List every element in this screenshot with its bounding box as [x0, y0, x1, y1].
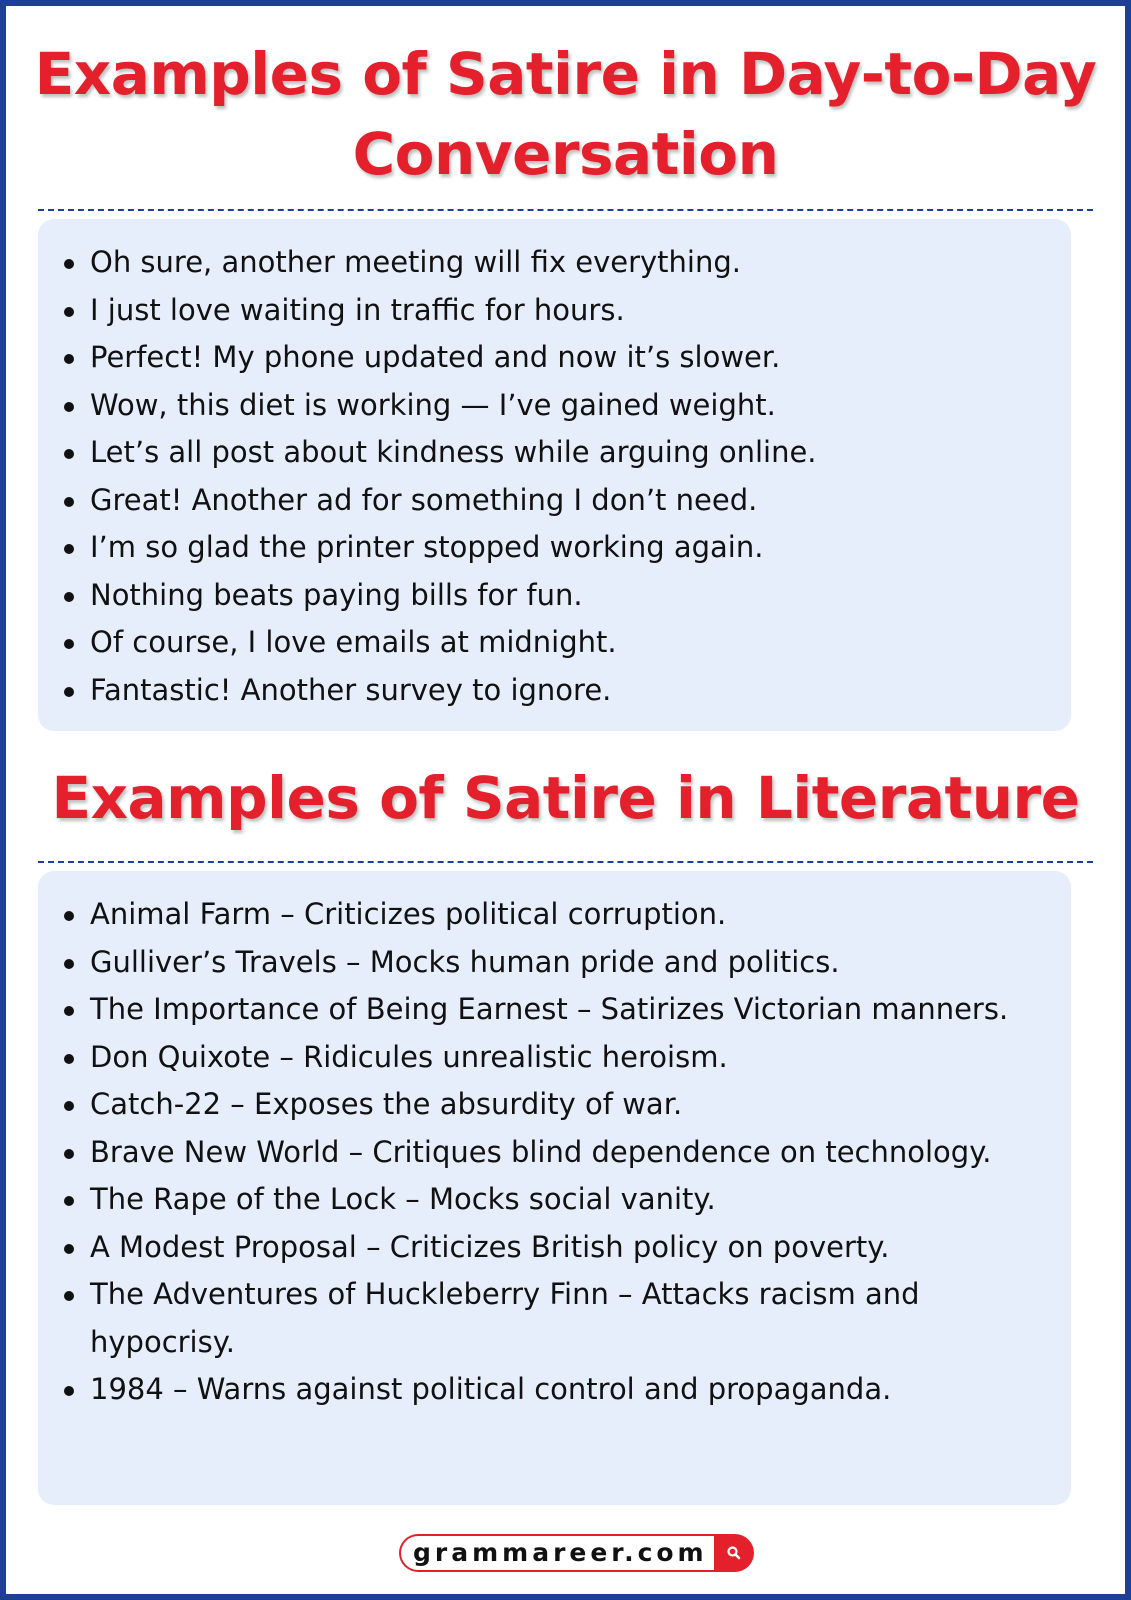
list-item: Nothing beats paying bills for fun.: [58, 572, 1051, 620]
list-item: A Modest Proposal – Criticizes British policy on poverty.: [58, 1224, 1051, 1272]
list-item: Of course, I love emails at midnight.: [58, 619, 1051, 667]
list-item: Let’s all post about kindness while arguing online.: [58, 429, 1051, 477]
list-item: Animal Farm – Criticizes political corruption.: [58, 891, 1051, 939]
list-item: The Adventures of Huckleberry Finn – Attacks racism and hypocrisy.: [58, 1271, 1051, 1366]
list-item: Great! Another ad for something I don’t need.: [58, 477, 1051, 525]
list-item: I’m so glad the printer stopped working again.: [58, 524, 1051, 572]
section1-title: Examples of Satire in Day-to-Day Conversation: [34, 40, 1097, 188]
section2-title: Examples of Satire in Literature: [51, 764, 1080, 832]
list-item: Wow, this diet is working — I’ve gained weight.: [58, 382, 1051, 430]
logo-text: grammareer.com: [399, 1534, 714, 1572]
list-item: The Importance of Being Earnest – Satirizes Victorian manners.: [58, 986, 1051, 1034]
list-item: Brave New World – Critiques blind dependence on technology.: [58, 1129, 1051, 1177]
list-item: Catch-22 – Exposes the absurdity of war.: [58, 1081, 1051, 1129]
search-icon: [714, 1534, 754, 1572]
list-item: Oh sure, another meeting will fix everything.: [58, 239, 1051, 287]
list-item: I just love waiting in traffic for hours.: [58, 287, 1051, 335]
site-logo[interactable]: [399, 1534, 754, 1572]
literature-examples-list: [58, 891, 1051, 1414]
list-item: 1984 – Warns against political control and propaganda.: [58, 1366, 1051, 1414]
list-item: Perfect! My phone updated and now it’s slower.: [58, 334, 1051, 382]
literature-examples-box: [38, 871, 1071, 1505]
list-item: The Rape of the Lock – Mocks social vanity.: [58, 1176, 1051, 1224]
conversation-examples-box: [38, 219, 1071, 731]
conversation-examples-list: [58, 239, 1051, 714]
list-item: Don Quixote – Ridicules unrealistic heroism.: [58, 1034, 1051, 1082]
divider: [38, 861, 1093, 863]
divider: [38, 209, 1093, 211]
list-item: Gulliver’s Travels – Mocks human pride and politics.: [58, 939, 1051, 987]
list-item: Fantastic! Another survey to ignore.: [58, 667, 1051, 715]
